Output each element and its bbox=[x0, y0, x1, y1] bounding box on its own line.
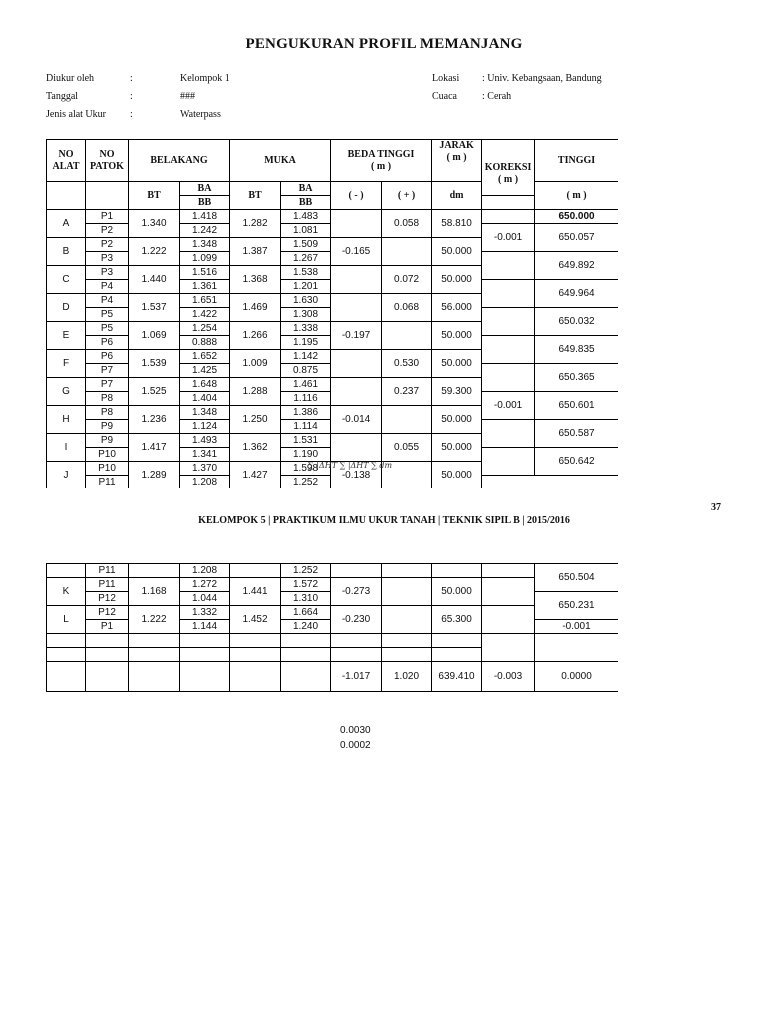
total-minus: -1.017 bbox=[331, 662, 382, 692]
cell-empty bbox=[180, 662, 230, 692]
cell-koreksi bbox=[482, 210, 535, 224]
koreksi-unit: ( m ) bbox=[498, 174, 519, 185]
cell-no-patok: P10 bbox=[86, 448, 129, 462]
cell-empty bbox=[281, 648, 331, 662]
diukur-label: Diukur oleh bbox=[46, 73, 95, 84]
survey-table-part2 bbox=[46, 563, 618, 697]
cell-ba-belakang: 1.652 bbox=[180, 350, 230, 364]
cell-no-patok: P7 bbox=[86, 378, 129, 392]
cell-no-patok: P12 bbox=[86, 606, 129, 620]
cell-tinggi: 650.000 bbox=[535, 210, 618, 224]
cell-no-patok: P11 bbox=[86, 578, 129, 592]
table-body bbox=[47, 210, 619, 489]
cell-koreksi bbox=[482, 606, 535, 634]
cell-bb-belakang: 0.888 bbox=[180, 336, 230, 350]
cell-no-alat: J bbox=[47, 462, 86, 489]
cell-bt-muka: 1.282 bbox=[230, 210, 281, 238]
cell-beda-minus: -0.273 bbox=[331, 578, 382, 606]
cell-ba-belakang: 1.418 bbox=[180, 210, 230, 224]
cell-beda-plus: 0.237 bbox=[382, 378, 432, 406]
header-bb-belakang: BB bbox=[180, 196, 230, 210]
header-bt-muka: BT bbox=[230, 182, 281, 210]
cell-no-patok: P5 bbox=[86, 322, 129, 336]
cell-bt-muka: 1.469 bbox=[230, 294, 281, 322]
cell-koreksi: -0.001 bbox=[535, 620, 619, 634]
cell-no-patok: P3 bbox=[86, 266, 129, 280]
colon: : bbox=[130, 91, 133, 102]
cell-tinggi: 650.365 bbox=[535, 364, 618, 392]
cell-bb-belakang: 1.341 bbox=[180, 448, 230, 462]
cell-bt-belakang: 1.340 bbox=[129, 210, 180, 238]
cell-koreksi bbox=[482, 280, 535, 308]
total-tinggi: 0.0000 bbox=[535, 662, 619, 692]
cell-ba-belakang: 1.332 bbox=[180, 606, 230, 620]
cell-empty bbox=[432, 634, 482, 648]
cell-bb-muka: 1.267 bbox=[281, 252, 331, 266]
cell-no-patok: P7 bbox=[86, 364, 129, 378]
cell-beda-minus bbox=[331, 350, 382, 378]
cell-jarak: 50.000 bbox=[432, 238, 482, 266]
cell-no-alat: B bbox=[47, 238, 86, 266]
cell-jarak: 58.810 bbox=[432, 210, 482, 238]
cell-no-patok: P4 bbox=[86, 280, 129, 294]
cell-bb-belakang: 1.124 bbox=[180, 420, 230, 434]
cell-beda-minus: -0.197 bbox=[331, 322, 382, 350]
cell-empty bbox=[230, 634, 281, 648]
cell-bb-belakang: 1.404 bbox=[180, 392, 230, 406]
cell-no-patok: P2 bbox=[86, 224, 129, 238]
survey-table-part1 bbox=[46, 139, 618, 488]
cell-bb-belakang: 1.208 bbox=[180, 476, 230, 489]
cell-beda-plus: 0.072 bbox=[382, 266, 432, 294]
cell-no-alat: A bbox=[47, 210, 86, 238]
header-bt-belakang: BT bbox=[129, 182, 180, 210]
cell-bb-muka: 0.875 bbox=[281, 364, 331, 378]
cell-bt-muka: 1.427 bbox=[230, 462, 281, 489]
cell-bt-belakang: 1.525 bbox=[129, 378, 180, 406]
cell-empty bbox=[86, 662, 129, 692]
cell-empty bbox=[331, 634, 382, 648]
cell-bt-belakang: 1.440 bbox=[129, 266, 180, 294]
cell-empty bbox=[281, 634, 331, 648]
cell-ba-muka: 1.598 bbox=[281, 462, 331, 476]
cell-bt-belakang: 1.222 bbox=[129, 238, 180, 266]
cell-beda-minus: -0.138 bbox=[331, 462, 382, 489]
cell-no-patok: P1 bbox=[86, 620, 129, 634]
table-row bbox=[47, 578, 619, 592]
cell-bb-belakang: 1.242 bbox=[180, 224, 230, 238]
cell-bb-muka: 1.252 bbox=[281, 476, 331, 489]
cell-empty bbox=[180, 648, 230, 662]
cell-koreksi bbox=[482, 364, 535, 392]
cell-beda-plus bbox=[382, 322, 432, 350]
beda-tinggi-text: BEDA TINGGI bbox=[347, 148, 415, 160]
cell-bt-belakang: 1.222 bbox=[129, 606, 180, 634]
cell-bt-muka: 1.387 bbox=[230, 238, 281, 266]
cell-jarak: 50.000 bbox=[432, 322, 482, 350]
cell-no-patok: P4 bbox=[86, 294, 129, 308]
cell-koreksi bbox=[482, 308, 535, 336]
cell-tinggi: 649.964 bbox=[535, 280, 618, 308]
cell-no-alat: H bbox=[47, 406, 86, 434]
cell-bt-muka: 1.368 bbox=[230, 266, 281, 294]
cell-empty bbox=[86, 634, 129, 648]
cell-empty bbox=[47, 634, 86, 648]
cell-empty bbox=[129, 662, 180, 692]
cell-tinggi: 650.231 bbox=[535, 592, 619, 620]
cell-no-alat: I bbox=[47, 434, 86, 462]
cell-beda-minus bbox=[331, 434, 382, 462]
cell-empty bbox=[230, 648, 281, 662]
diukur-value: Kelompok 1 bbox=[180, 73, 230, 84]
cell-empty bbox=[432, 648, 482, 662]
alat-value: Waterpass bbox=[180, 109, 221, 120]
page-number: 37 bbox=[711, 502, 721, 513]
cell-beda-plus bbox=[382, 578, 432, 606]
cell-beda-minus bbox=[331, 378, 382, 406]
header-dm: dm bbox=[432, 182, 482, 210]
cell-tinggi: 649.892 bbox=[535, 252, 618, 280]
cell-bt-belakang: 1.537 bbox=[129, 294, 180, 322]
cell-no-alat: K bbox=[47, 578, 86, 606]
cell-ba-belakang: 1.348 bbox=[180, 406, 230, 420]
cell-bt-belakang: 1.069 bbox=[129, 322, 180, 350]
table-row bbox=[47, 606, 619, 620]
cell-koreksi: -0.001 bbox=[482, 224, 535, 252]
cell-ba-muka: 1.509 bbox=[281, 238, 331, 252]
cell-no-patok: P6 bbox=[86, 350, 129, 364]
cell-no-patok: P6 bbox=[86, 336, 129, 350]
koreksi-text: KOREKSI bbox=[484, 162, 532, 173]
cell-beda-minus: -0.165 bbox=[331, 238, 382, 266]
cell-tinggi: 650.642 bbox=[535, 448, 618, 476]
no-patok-blank bbox=[86, 182, 129, 210]
cell-no-patok: P8 bbox=[86, 406, 129, 420]
cell-bb-muka: 1.308 bbox=[281, 308, 331, 322]
table-row bbox=[47, 564, 619, 578]
cell-jarak: 50.000 bbox=[432, 462, 482, 489]
cell-ba-muka: 1.386 bbox=[281, 406, 331, 420]
survey-table-continued bbox=[46, 563, 618, 692]
cell-no-patok: P9 bbox=[86, 420, 129, 434]
header-no-alat: NO ALAT bbox=[47, 140, 86, 182]
cell-tinggi: 650.032 bbox=[535, 308, 618, 336]
header-plus: ( + ) bbox=[382, 182, 432, 210]
cell-no-alat: E bbox=[47, 322, 86, 350]
cell-beda-minus: -0.014 bbox=[331, 406, 382, 434]
cell-ba-belakang: 1.516 bbox=[180, 266, 230, 280]
cell-tinggi: 650.587 bbox=[535, 420, 618, 448]
cell-empty bbox=[281, 662, 331, 692]
cell-bb-belakang: 1.099 bbox=[180, 252, 230, 266]
header-tinggi: TINGGI bbox=[535, 140, 618, 182]
cell-beda-plus: 0.058 bbox=[382, 210, 432, 238]
header-tinggi-unit: ( m ) bbox=[535, 182, 618, 210]
total-koreksi: -0.003 bbox=[482, 662, 535, 692]
header-bb-muka: BB bbox=[281, 196, 331, 210]
cell-koreksi bbox=[482, 448, 535, 476]
cell-bt-belakang bbox=[129, 564, 180, 578]
cell-bb-muka: 1.081 bbox=[281, 224, 331, 238]
cell-jarak: 65.300 bbox=[432, 606, 482, 634]
cell-no-alat: D bbox=[47, 294, 86, 322]
colon: : bbox=[130, 109, 133, 120]
cell-beda-minus bbox=[331, 266, 382, 294]
cell-no-patok: P10 bbox=[86, 462, 129, 476]
cell-empty bbox=[382, 634, 432, 648]
header-jarak bbox=[432, 140, 482, 182]
cell-tinggi: 649.835 bbox=[535, 336, 618, 364]
cell-empty bbox=[382, 648, 432, 662]
table-row-empty bbox=[47, 634, 619, 648]
cell-bb-muka: 1.310 bbox=[281, 592, 331, 606]
cell-ba-muka: 1.572 bbox=[281, 578, 331, 592]
cell-jarak: 50.000 bbox=[432, 350, 482, 378]
cell-bt-muka: 1.288 bbox=[230, 378, 281, 406]
cell-ba-muka: 1.483 bbox=[281, 210, 331, 224]
cell-jarak: 56.000 bbox=[432, 294, 482, 322]
total-plus: 1.020 bbox=[382, 662, 432, 692]
cell-bt-muka: 1.266 bbox=[230, 322, 281, 350]
cell-ba-muka: 1.538 bbox=[281, 266, 331, 280]
no-alat-blank bbox=[47, 182, 86, 210]
cell-jarak bbox=[432, 564, 482, 578]
cell-jarak: 50.000 bbox=[432, 578, 482, 606]
cell-koreksi bbox=[482, 578, 535, 606]
cell-bt-belakang: 1.417 bbox=[129, 434, 180, 462]
cell-no-alat: L bbox=[47, 606, 86, 634]
beda-tinggi-unit: ( m ) bbox=[371, 160, 392, 172]
alat-label: Jenis alat Ukur bbox=[46, 109, 106, 120]
total-jarak: 639.410 bbox=[432, 662, 482, 692]
cell-beda-plus: 0.530 bbox=[382, 350, 432, 378]
cell-bt-muka: 1.441 bbox=[230, 578, 281, 606]
cell-bb-belakang: 1.361 bbox=[180, 280, 230, 294]
header-belakang: BELAKANG bbox=[129, 140, 230, 182]
extra-value: 0.0030 bbox=[340, 725, 371, 736]
cell-bb-muka: 1.240 bbox=[281, 620, 331, 634]
cell-no-patok: P9 bbox=[86, 434, 129, 448]
tanggal-value: ### bbox=[180, 91, 195, 102]
cell-bb-belakang: 1.044 bbox=[180, 592, 230, 606]
cell-empty bbox=[86, 648, 129, 662]
table-body-continued bbox=[47, 564, 619, 692]
cell-bt-muka: 1.009 bbox=[230, 350, 281, 378]
cell-ba-muka: 1.630 bbox=[281, 294, 331, 308]
lokasi-label: Lokasi bbox=[432, 73, 460, 84]
cell-jarak: 50.000 bbox=[432, 434, 482, 462]
cell-ba-belakang: 1.254 bbox=[180, 322, 230, 336]
cell-no-patok: P11 bbox=[86, 476, 129, 489]
cell-beda-plus bbox=[382, 238, 432, 266]
cell-bt-muka bbox=[230, 564, 281, 578]
cell-no-patok: P1 bbox=[86, 210, 129, 224]
cell-bt-belakang: 1.168 bbox=[129, 578, 180, 606]
cell-bb-muka: 1.252 bbox=[281, 564, 331, 578]
cell-no-patok: P2 bbox=[86, 238, 129, 252]
cell-jarak: 50.000 bbox=[432, 266, 482, 294]
totals-row bbox=[47, 662, 619, 692]
cell-bb-muka: 1.114 bbox=[281, 420, 331, 434]
formula-artifact: ∑ |ΔHT ∑ |ΔHT ∑ dm bbox=[308, 461, 393, 470]
cell-ba-belakang: 1.648 bbox=[180, 378, 230, 392]
cell-bb-muka: 1.201 bbox=[281, 280, 331, 294]
cell-no-patok: P8 bbox=[86, 392, 129, 406]
cell-ba-muka: 1.142 bbox=[281, 350, 331, 364]
cell-empty bbox=[47, 662, 86, 692]
cell-tinggi: 650.057 bbox=[535, 224, 618, 252]
cell-koreksi bbox=[482, 564, 535, 578]
survey-table bbox=[46, 139, 618, 488]
cell-empty bbox=[47, 648, 86, 662]
header-ba-muka: BA bbox=[281, 182, 331, 196]
cell-no-patok: P5 bbox=[86, 308, 129, 322]
cell-beda-minus bbox=[331, 294, 382, 322]
page-title: PENGUKURAN PROFIL MEMANJANG bbox=[245, 36, 523, 52]
jarak-unit: ( m ) bbox=[446, 152, 467, 163]
cell-beda-minus bbox=[331, 564, 382, 578]
cell-ba-belakang: 1.493 bbox=[180, 434, 230, 448]
cell-koreksi bbox=[482, 420, 535, 448]
header-ba-belakang: BA bbox=[180, 182, 230, 196]
cell-koreksi bbox=[482, 336, 535, 364]
cell-no-alat: G bbox=[47, 378, 86, 406]
cell-bt-belakang: 1.289 bbox=[129, 462, 180, 489]
cell-bb-belakang: 1.144 bbox=[180, 620, 230, 634]
cell-ba-muka: 1.461 bbox=[281, 378, 331, 392]
header-koreksi bbox=[482, 140, 535, 196]
cell-empty bbox=[230, 662, 281, 692]
cell-empty bbox=[129, 634, 180, 648]
cell-jarak: 50.000 bbox=[432, 406, 482, 434]
jarak-text: JARAK bbox=[439, 140, 474, 151]
cell-empty bbox=[129, 648, 180, 662]
header-beda-tinggi bbox=[331, 140, 432, 182]
cell-beda-plus bbox=[382, 406, 432, 434]
cell-empty bbox=[180, 634, 230, 648]
cell-ba-belakang: 1.651 bbox=[180, 294, 230, 308]
cell-tinggi: 650.504 bbox=[535, 564, 619, 592]
cell-beda-plus: 0.055 bbox=[382, 434, 432, 462]
tanggal-label: Tanggal bbox=[46, 91, 79, 102]
header-no-patok: NO PATOK bbox=[86, 140, 129, 182]
cell-bb-muka: 1.190 bbox=[281, 448, 331, 462]
cell-empty bbox=[535, 634, 619, 662]
cell-beda-minus bbox=[331, 210, 382, 238]
cell-beda-plus bbox=[382, 606, 432, 634]
cell-bt-muka: 1.452 bbox=[230, 606, 281, 634]
extra-value: 0.0002 bbox=[340, 740, 371, 751]
cell-koreksi bbox=[482, 252, 535, 280]
cell-bb-muka: 1.195 bbox=[281, 336, 331, 350]
cell-bb-muka: 1.116 bbox=[281, 392, 331, 406]
cell-koreksi: -0.001 bbox=[482, 392, 535, 420]
cell-empty bbox=[331, 648, 382, 662]
cell-beda-plus: 0.068 bbox=[382, 294, 432, 322]
cell-ba-muka: 1.338 bbox=[281, 322, 331, 336]
cell-no-patok: P12 bbox=[86, 592, 129, 606]
cell-bb-belakang: 1.422 bbox=[180, 308, 230, 322]
cell-bb-belakang: 1.425 bbox=[180, 364, 230, 378]
colon: : bbox=[130, 73, 133, 84]
cell-tinggi: 650.601 bbox=[535, 392, 618, 420]
cell-bt-belakang: 1.236 bbox=[129, 406, 180, 434]
cell-no-alat: F bbox=[47, 350, 86, 378]
cell-bt-muka: 1.250 bbox=[230, 406, 281, 434]
cell-ba-belakang: 1.348 bbox=[180, 238, 230, 252]
cell-ba-belakang: 1.370 bbox=[180, 462, 230, 476]
cell-ba-belakang: 1.272 bbox=[180, 578, 230, 592]
cell-no-alat bbox=[47, 564, 86, 578]
cell-ba-muka: 1.664 bbox=[281, 606, 331, 620]
cuaca-label: Cuaca bbox=[432, 91, 457, 102]
cell-jarak: 59.300 bbox=[432, 378, 482, 406]
cell-no-patok: P11 bbox=[86, 564, 129, 578]
cell-empty bbox=[482, 634, 535, 662]
header-muka: MUKA bbox=[230, 140, 331, 182]
cell-beda-minus: -0.230 bbox=[331, 606, 382, 634]
cell-beda-plus bbox=[382, 564, 432, 578]
header-minus: ( - ) bbox=[331, 182, 382, 210]
cell-bb-belakang: 1.208 bbox=[180, 564, 230, 578]
lokasi-value: : Univ. Kebangsaan, Bandung bbox=[482, 73, 602, 84]
cuaca-value: : Cerah bbox=[482, 91, 512, 102]
table-row bbox=[47, 210, 619, 224]
cell-no-alat: C bbox=[47, 266, 86, 294]
cell-bt-muka: 1.362 bbox=[230, 434, 281, 462]
cell-ba-muka: 1.531 bbox=[281, 434, 331, 448]
cell-bt-belakang: 1.539 bbox=[129, 350, 180, 378]
cell-no-patok: P3 bbox=[86, 252, 129, 266]
page-footer: KELOMPOK 5 | PRAKTIKUM ILMU UKUR TANAH | TEKNIK SIPIL B | 2015/2016 bbox=[198, 515, 570, 526]
